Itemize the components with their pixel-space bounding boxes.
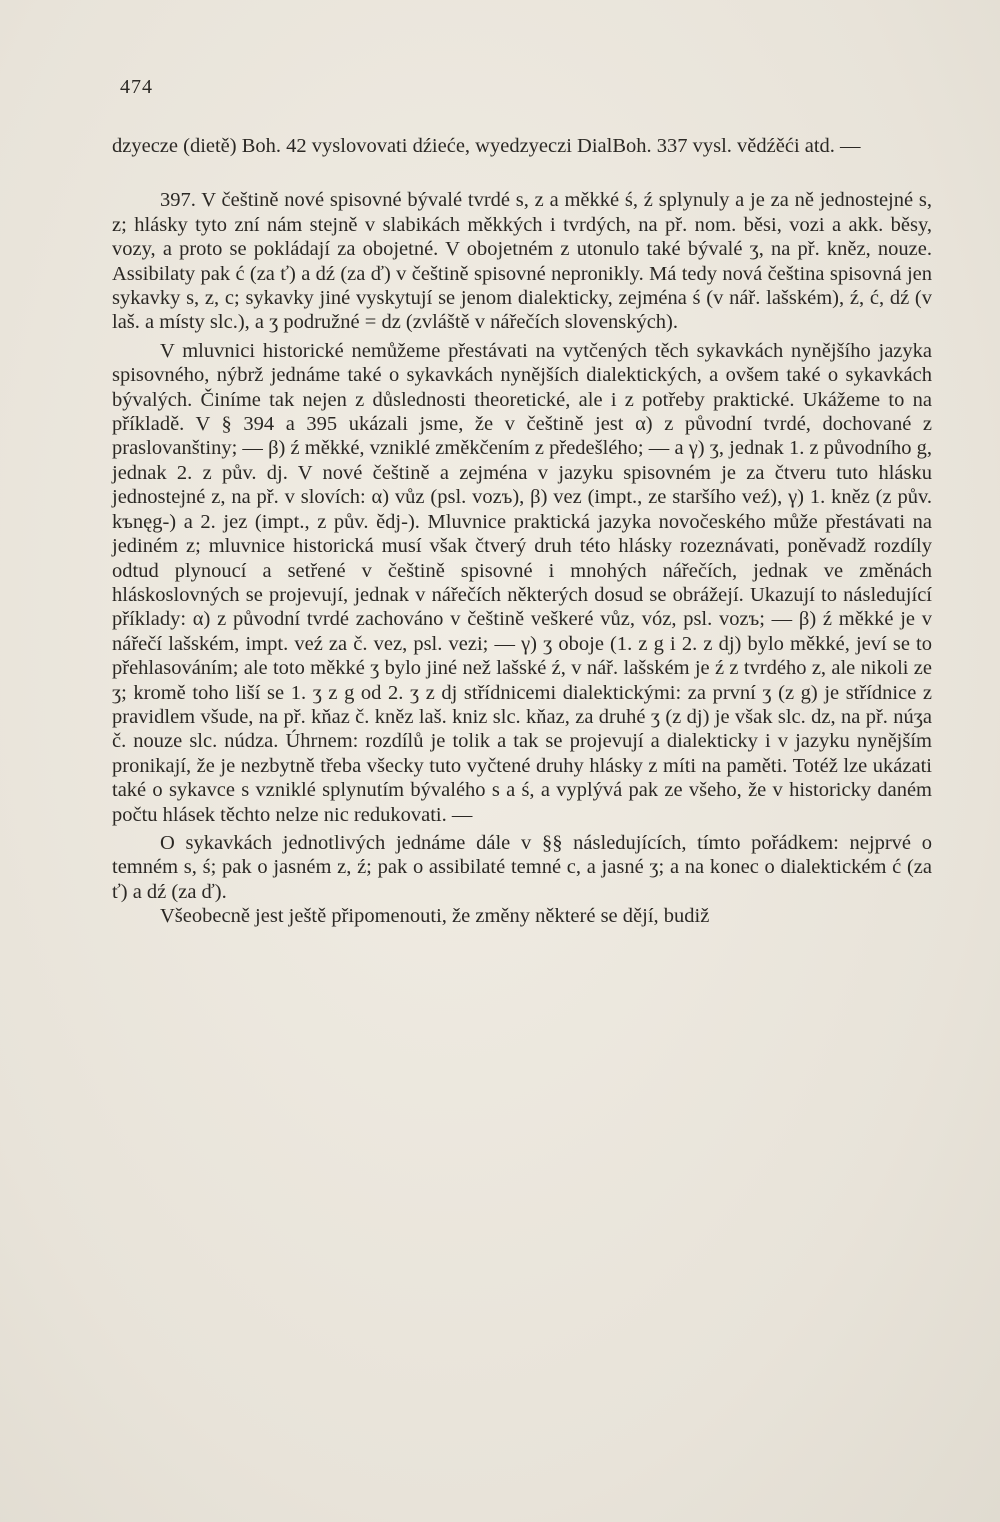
paragraph-5: Všeobecně jest ještě připomenouti, že změny některé se dějí, budiž bbox=[160, 905, 710, 928]
paragraph-3: V mluvnici historické nemůžeme přestávati na vytčených těch sykavkách nynějšího jazyka spisovného, nýbrž jednáme také o sykavkách nynějších dialektických, a ovšem také o sykavkách bývalých. Činíme tak nejen z důslednosti theoretické, ale i z potřeby praktické. Ukážeme to na příkladě. V § 394 a 395 ukázali jsme, že v češtině jest α) z původní tvrdé, dochované z praslovanštiny; — β) ź měkké, vzniklé změkčením z předešlého; — a γ) ʒ, jednak 1. z původního g, jednak 2. z pův. dj. V nové češtině a zejména v jazyku spisovném je za čtveru tuto hlásku jednostejné z, na př. v slovích: α) vůz (psl. vozъ), β) vez (impt., ze staršího veź), γ) 1. kněz (z pův. kъnęg-) a 2. jez (impt., z pův. ědj-). Mluvnice praktická jazyka novočeského může přestávati na jediném z; mluvnice historická musí však čtverý druh této hlásky rozeznávati, poněvadž rozdíly odtud plynoucí a setřené v češtině spisovné i mnohých nářečích, jednak ve změnách hláskoslovných se projevují, jednak v nářečích některých dosud se obrážejí. Ukazují to následující příklady: α) z původní tvrdé zachováno v češtině veškeré vůz, vóz, psl. vozъ; — β) ź měkké je v nářečí lašském, impt. veź za č. vez, psl. vezi; — γ) ʒ oboje (1. z g i 2. z dj) bylo měkké, jeví se to přehlasováním; ale toto měkké ʒ bylo jiné než lašské ź, v nář. lašském je ź z tvrdého z, ale nikoli ze ʒ; kromě toho liší se 1. ʒ z g od 2. ʒ z dj střídnicemi dialektickými: za první ʒ (z g) je střídnice z pravidlem všude, na př. kňaz č. kněz laš. kniz slc. kňaz, za druhé ʒ (z dj) je však slc. dz, na př. núʒa č. nouze slc. núdza. Úhrnem: rozdílů je tolik a tak se projevují a dialekticky i v jazyku nynějším pronikají, že je nezbytně třeba všecky tuto vyčtené druhy hlásky z míti na paměti. Totéž lze ukázati také o sykavce s vzniklé splynutím bývalého s a ś, a vyplývá pak ze všeho, že v historicky daném počtu hlásek těchto nelze nic redukovati. — bbox=[112, 339, 932, 826]
paragraph-1: dzyecze (dietě) Boh. 42 vyslovovati dźieće, wyedzyeczi DialBoh. 337 vysl. vědźěći atd. — bbox=[112, 135, 861, 157]
paragraph-gap bbox=[112, 158, 932, 188]
body-text bbox=[112, 134, 932, 929]
page-number: 474 bbox=[120, 76, 153, 98]
paragraph-4: O sykavkách jednotlivých jednáme dále v §§ následujících, tímto pořádkem: nejprvé o temném s, ś; pak o jasném z, ź; pak o assibilaté temné c, a jasné ʒ; a na konec o dialektickém ć (za ť) a dź (za ď). bbox=[112, 831, 932, 903]
paragraph-2: 397. V češtině nové spisovné bývalé tvrdé s, z a měkké ś, ź splynuly a je za ně jednostejné s, z; hlásky tyto zní nám stejně v slabikách měkkých i tvrdých, na př. nom. běsi, vozi a akk. běsy, vozy, a proto se pokládají za obojetné. V obojetném z utonulo také bývalé ʒ, na př. kněz, nouze. Assibilaty pak ć (za ť) a dź (za ď) v češtině spisovné nepronikly. Má tedy nová čeština spisovná jen sykavky s, z, c; sykavky jiné vyskytují se jenom dialekticky, zejména ś (v nář. lašském), ź, ć, dź (v laš. a místy slc.), a ʒ podružné = dz (zvláště v nářečích slovenských). bbox=[112, 189, 932, 334]
